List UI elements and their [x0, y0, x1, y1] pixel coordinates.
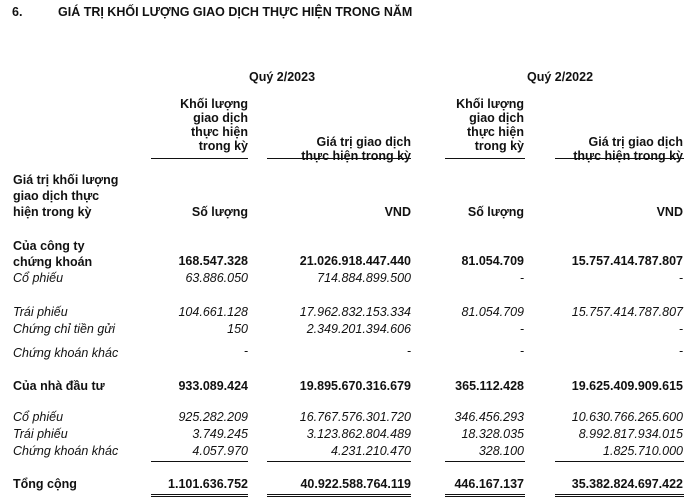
cell-volume-2023: 168.547.328: [178, 254, 248, 268]
row-label-other-securities: Chứng khoán khác: [13, 346, 119, 360]
cell-volume-2022: 18.328.035: [461, 427, 524, 441]
row-label-certificates-of-deposit: Chứng chỉ tiền gửi: [13, 322, 116, 336]
cell-value-2023: 16.767.576.301.720: [299, 410, 411, 424]
subtotal-rule: [445, 461, 525, 462]
cell-value-2022: 15.757.414.787.807: [571, 305, 683, 319]
cell-volume-2023: 63.886.050: [185, 271, 248, 285]
cell-volume-2023: 3.749.245: [192, 427, 248, 441]
unit-vnd-2023: VND: [384, 205, 411, 219]
unit-quantity-2023: Số lượng: [191, 205, 248, 219]
total-double-rule: [151, 494, 248, 497]
cell-value-2023: 17.962.832.153.334: [299, 305, 411, 319]
cell-value-2022: -: [678, 344, 683, 358]
total-value-2022: 35.382.824.697.422: [571, 477, 683, 491]
cell-value-2023: 714.884.899.500: [317, 271, 411, 285]
cell-volume-2022: -: [519, 271, 524, 285]
cell-value-2023: 19.895.670.316.679: [299, 379, 411, 393]
unit-quantity-2022: Số lượng: [467, 205, 524, 219]
subtotal-rule: [151, 461, 248, 462]
cell-value-2022: 19.625.409.909.615: [571, 379, 683, 393]
row-label-other-securities: Chứng khoán khác: [13, 444, 119, 458]
cell-volume-2023: 150: [227, 322, 248, 336]
cell-value-2023: 2.349.201.394.606: [306, 322, 411, 336]
section-title: GIÁ TRỊ KHỐI LƯỢNG GIAO DỊCH THỰC HIỆN TRONG NĂM: [58, 5, 413, 19]
cell-value-2022: -: [678, 322, 683, 336]
section-number: 6.: [12, 5, 23, 19]
cell-volume-2022: 81.054.709: [461, 254, 524, 268]
cell-value-2023: 21.026.918.447.440: [299, 254, 411, 268]
cell-volume-2023: -: [243, 344, 248, 358]
total-volume-2023: 1.101.636.752: [168, 477, 248, 491]
cell-value-2023: 4.231.210.470: [331, 444, 411, 458]
cell-volume-2022: -: [519, 344, 524, 358]
row-label-bonds: Trái phiếu: [13, 427, 68, 441]
row-header-label: Giá trị khối lượng giao dịch thực hiện trong kỳ: [13, 173, 119, 219]
total-double-rule: [555, 494, 684, 497]
row-label-shares: Cổ phiếu: [13, 410, 64, 424]
header-underline: [555, 158, 684, 159]
cell-volume-2023: 104.661.128: [178, 305, 248, 319]
total-label: Tổng cộng: [13, 477, 77, 491]
row-label-investors: Của nhà đầu tư: [13, 379, 105, 393]
cell-volume-2022: 346.456.293: [454, 410, 524, 424]
header-underline: [267, 158, 411, 159]
cell-volume-2023: 925.282.209: [178, 410, 248, 424]
header-volume-2022: Khối lượng giao dịch thực hiện trong kỳ: [456, 97, 524, 153]
row-label-securities-company: Của công ty chứng khoán: [13, 239, 93, 269]
header-volume-2023: Khối lượng giao dịch thực hiện trong kỳ: [180, 97, 248, 153]
cell-value-2022: -: [678, 271, 683, 285]
cell-value-2023: 3.123.862.804.489: [306, 427, 411, 441]
total-double-rule: [445, 494, 525, 497]
period-q2-2023: Quý 2/2023: [249, 70, 316, 84]
total-value-2023: 40.922.588.764.119: [300, 477, 411, 491]
cell-value-2022: 8.992.817.934.015: [578, 427, 683, 441]
cell-volume-2022: -: [519, 322, 524, 336]
cell-value-2023: -: [406, 344, 411, 358]
row-label-bonds: Trái phiếu: [13, 305, 68, 319]
row-label-shares: Cổ phiếu: [13, 271, 64, 285]
cell-volume-2022: 365.112.428: [455, 379, 524, 393]
header-underline: [151, 158, 248, 159]
subtotal-rule: [267, 461, 411, 462]
cell-value-2022: 15.757.414.787.807: [571, 254, 683, 268]
total-volume-2022: 446.167.137: [454, 477, 524, 491]
subtotal-rule: [555, 461, 684, 462]
cell-volume-2023: 933.089.424: [178, 379, 248, 393]
period-q2-2022: Quý 2/2022: [527, 70, 594, 84]
total-double-rule: [267, 494, 411, 497]
header-value-2022: Giá trị giao dịch thực hiện trong kỳ: [573, 135, 683, 163]
cell-volume-2022: 81.054.709: [461, 305, 524, 319]
unit-vnd-2022: VND: [656, 205, 683, 219]
header-underline: [445, 158, 525, 159]
cell-volume-2022: 328.100: [478, 444, 524, 458]
cell-value-2022: 10.630.766.265.600: [571, 410, 683, 424]
header-value-2023: Giá trị giao dịch thực hiện trong kỳ: [301, 135, 411, 163]
cell-value-2022: 1.825.710.000: [603, 444, 683, 458]
cell-volume-2023: 4.057.970: [192, 444, 248, 458]
